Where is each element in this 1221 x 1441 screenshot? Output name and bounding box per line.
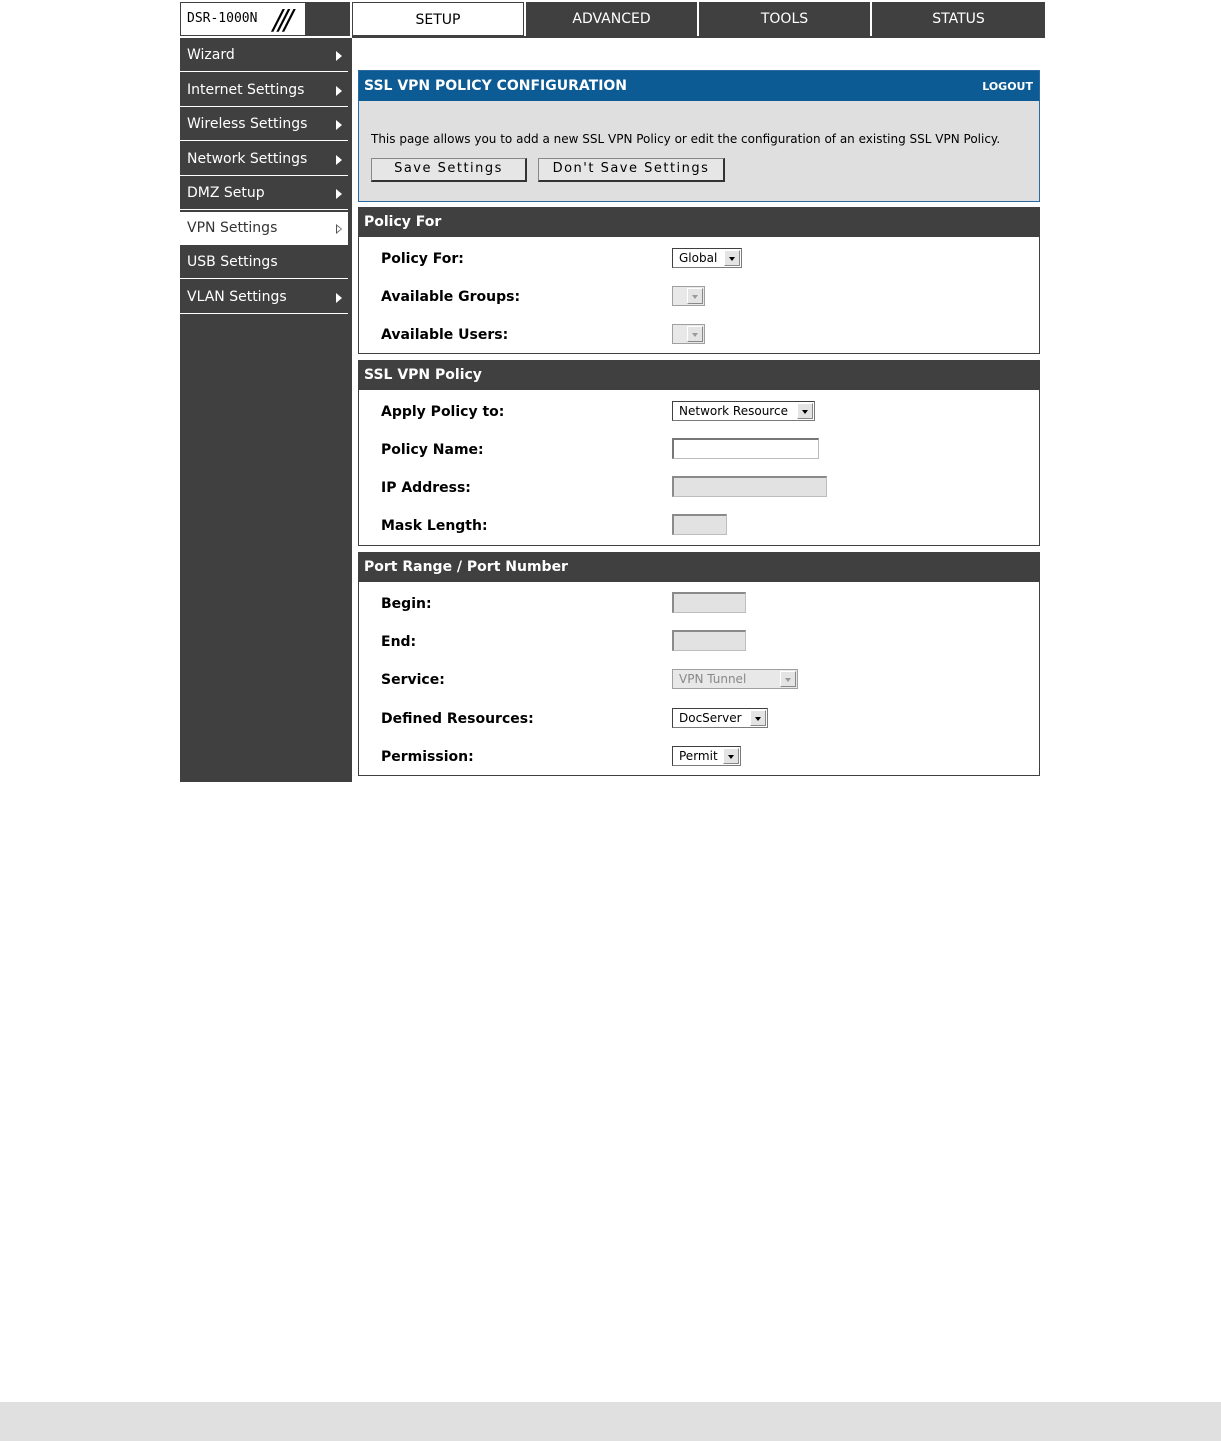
sidebar-item-label: VLAN Settings: [187, 289, 287, 305]
port-end-input[interactable]: [672, 630, 746, 651]
sidebar: [180, 38, 352, 782]
apply-policy-select[interactable]: [672, 401, 815, 421]
page-title: SSL VPN POLICY CONFIGURATION: [364, 78, 628, 94]
sidebar-item-usb-settings[interactable]: [180, 246, 348, 279]
sidebar-item-label: DMZ Setup: [187, 185, 265, 201]
config-header: [359, 71, 1039, 101]
permission-select[interactable]: [672, 746, 741, 766]
arrow-right-icon: [336, 86, 342, 96]
service-label: Service:: [381, 672, 445, 688]
policy-for-label: Policy For:: [381, 251, 464, 267]
footer-band: [0, 1402, 1221, 1441]
sidebar-item-label: Network Settings: [187, 151, 308, 167]
select-value: VPN Tunnel: [679, 672, 747, 686]
chevron-down-icon: [724, 250, 740, 266]
tab-advanced[interactable]: ADVANCED: [524, 2, 697, 36]
available-users-label: Available Users:: [381, 327, 509, 343]
policy-name-input[interactable]: [672, 438, 819, 459]
sidebar-item-label: USB Settings: [187, 254, 278, 270]
top-nav: [180, 0, 1045, 38]
tab-tools[interactable]: TOOLS: [697, 2, 870, 36]
chevron-down-icon: [687, 288, 703, 304]
sidebar-item-label: Wizard: [187, 47, 235, 63]
select-value: Network Resource: [679, 404, 788, 418]
arrow-right-icon: [336, 120, 342, 130]
sidebar-item-label: VPN Settings: [187, 220, 278, 236]
section-header: Policy For: [359, 208, 1039, 237]
mask-length-input[interactable]: [672, 514, 727, 535]
defined-resources-select[interactable]: [672, 708, 768, 728]
service-select[interactable]: [672, 669, 798, 689]
available-groups-select[interactable]: [672, 286, 705, 306]
sidebar-item-dmz-setup[interactable]: [180, 177, 348, 210]
available-users-select[interactable]: [672, 324, 705, 344]
chevron-down-icon: [780, 671, 796, 687]
dont-save-settings-button[interactable]: Don't Save Settings: [538, 158, 725, 182]
sidebar-item-label: Internet Settings: [187, 82, 305, 98]
config-panel: [358, 70, 1040, 202]
port-range-section: [358, 552, 1040, 776]
model-badge: [180, 2, 350, 36]
arrow-right-icon: [336, 51, 342, 61]
tab-status[interactable]: STATUS: [870, 2, 1045, 36]
sidebar-item-vpn-settings[interactable]: [180, 212, 348, 245]
defined-resources-label: Defined Resources:: [381, 711, 534, 727]
section-header: Port Range / Port Number: [359, 553, 1039, 582]
tab-setup[interactable]: SETUP: [352, 2, 524, 36]
chevron-down-icon: [750, 710, 766, 726]
policy-name-label: Policy Name:: [381, 442, 484, 458]
sidebar-item-vlan-settings[interactable]: [180, 281, 348, 314]
ip-address-input[interactable]: [672, 476, 827, 497]
save-settings-button[interactable]: Save Settings: [371, 158, 527, 182]
permission-label: Permission:: [381, 749, 474, 765]
logout-link[interactable]: LOGOUT: [982, 80, 1033, 93]
arrow-right-icon: [336, 189, 342, 199]
arrow-right-icon: [336, 155, 342, 165]
chevron-down-icon: [687, 326, 703, 342]
port-begin-input[interactable]: [672, 592, 746, 613]
begin-label: Begin:: [381, 596, 432, 612]
brand-slash-icon: ///: [273, 3, 290, 36]
model-label: DSR-1000N: [187, 11, 258, 26]
policy-for-section: [358, 207, 1040, 354]
sidebar-item-label: Wireless Settings: [187, 116, 308, 132]
arrow-right-icon: [336, 293, 342, 303]
sidebar-item-internet-settings[interactable]: [180, 74, 348, 107]
tab-underline: [352, 36, 1045, 38]
sidebar-item-network-settings[interactable]: [180, 143, 348, 176]
chevron-down-icon: [797, 403, 813, 419]
page-description: This page allows you to add a new SSL VPN Policy or edit the configuration of an existing SSL VPN Policy.: [371, 132, 1001, 146]
ssl-vpn-policy-section: [358, 360, 1040, 546]
section-header: SSL VPN Policy: [359, 361, 1039, 390]
select-value: Permit: [679, 749, 718, 763]
sidebar-item-wireless-settings[interactable]: [180, 108, 348, 141]
select-value: DocServer: [679, 711, 742, 725]
end-label: End:: [381, 634, 417, 650]
available-groups-label: Available Groups:: [381, 289, 521, 305]
apply-policy-label: Apply Policy to:: [381, 404, 505, 420]
mask-length-label: Mask Length:: [381, 518, 488, 534]
model-badge-fill: [305, 3, 349, 35]
policy-for-select[interactable]: [672, 248, 742, 268]
arrow-right-outline-icon: [336, 224, 342, 234]
ip-address-label: IP Address:: [381, 480, 471, 496]
sidebar-item-wizard[interactable]: [180, 39, 348, 72]
chevron-down-icon: [723, 748, 739, 764]
select-value: Global: [679, 251, 718, 265]
